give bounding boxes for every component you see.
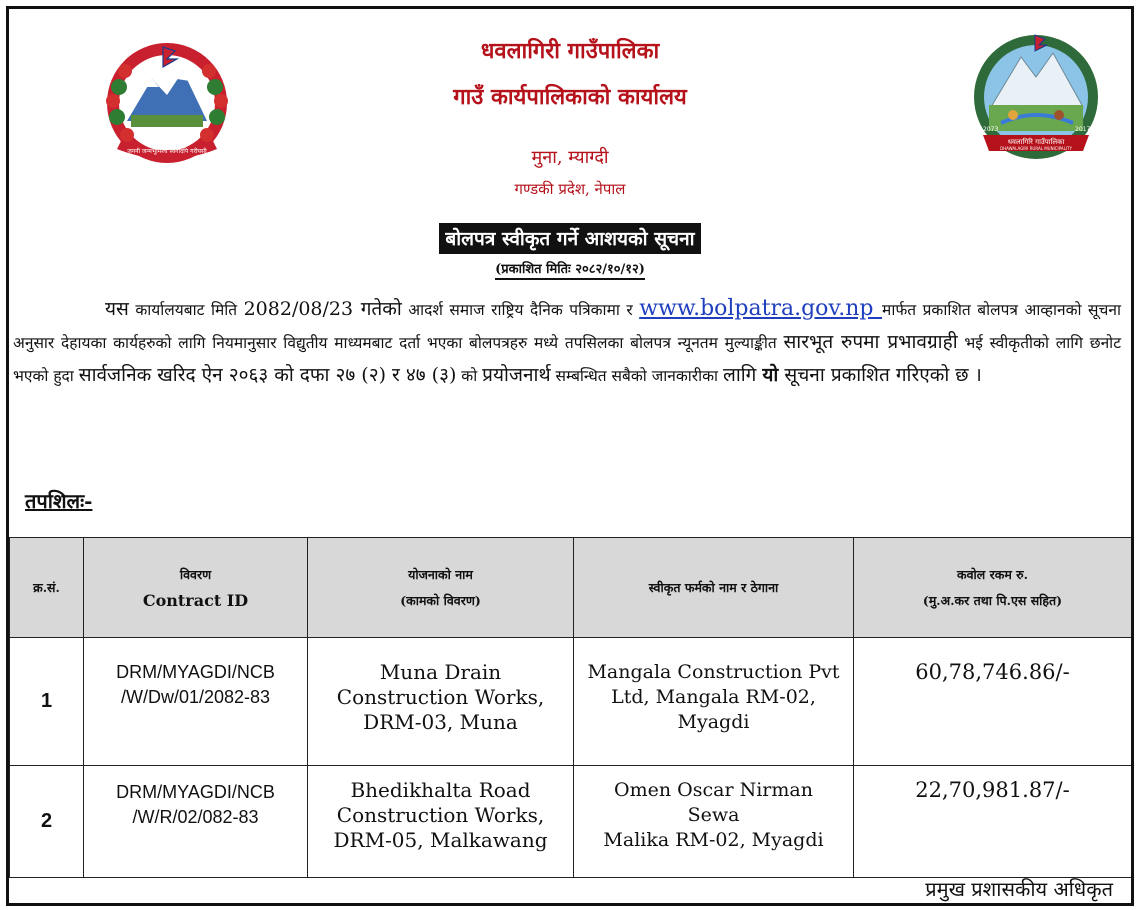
accepted-bids-table: [9, 537, 1132, 878]
row-plan: Bhedikhalta Road Construction Works, DRM-05, Malkawang: [308, 766, 574, 878]
header-plan-desc: (कामको विवरण): [400, 592, 481, 608]
header-plan: [308, 538, 574, 638]
row-plan: Muna Drain Construction Works, DRM-03, Muna: [308, 638, 574, 766]
header-firm: स्वीकृत फर्मको नाम र ठेगाना: [574, 538, 854, 638]
header-amount-note: (मु.अ.कर तथा पि.एस सहित): [922, 592, 1063, 608]
table-row: [10, 766, 1132, 878]
header-amount-label: कवोल रकम रु.: [957, 566, 1028, 582]
office-location: मुना, म्याग्दी: [531, 147, 609, 168]
row-amount: 22,70,981.87/-: [854, 766, 1132, 878]
details-heading: तपशिलः-: [25, 489, 93, 513]
svg-text:जननी जन्मभूमिश्च स्वर्गादपि गर: जननी जन्मभूमिश्च स्वर्गादपि गरीयसी: [127, 148, 207, 155]
table-row: [10, 638, 1132, 766]
notice-title-text: बोलपत्र स्वीकृत गर्ने आशयको सूचना: [439, 223, 700, 254]
letterhead: [9, 9, 1131, 209]
signature-title: प्रमुख प्रशासकीय अधिकृत: [925, 877, 1113, 901]
office-name: गाउँ कार्यपालिकाको कार्यालय: [453, 84, 687, 110]
table-header-row: [10, 538, 1132, 638]
publish-date-text: (प्रकाशित मितिः २०८२/१०/१२): [495, 262, 645, 280]
notice-title: [9, 223, 1131, 254]
row-amount: 60,78,746.86/-: [854, 638, 1132, 766]
header-desc-label: विवरण: [179, 566, 212, 582]
publish-date: [9, 259, 1131, 277]
header-serial: क्र.सं.: [10, 538, 84, 638]
notice-body: यस कार्यालयबाट मिति 2082/08/23 गतेको आदर्श समाज राष्ट्रिय दैनिक पत्रिकामा र www.bolpatra.gov.np मार्फत प्रकाशित बोलपत्र आव्हानको सूचना अनुसार देहायका कार्यहरुको लागि नियमानुसार विद्युतीय माध्यमबाट दर्ता भएका बोलपत्रहरु मध्ये तपसिलका बोलपत्र न्यूनतम मुल्याङ्कीत सारभूत रुपमा प्रभावग्राही भई स्वीकृतीको लागि छनोट भएको हुदा सार्वजनिक खरिद ऐन २०६३ को दफा २७ (२) र ४७ (३) को प्रयोजनार्थ सम्बन्धित सबैको जानकारीका लागि यो सूचना प्रकाशित गरिएको छ ।: [13, 296, 1122, 386]
row-contract-id: DRM/MYAGDI/NCB /W/R/02/082-83: [84, 766, 308, 878]
notice-page: [6, 6, 1134, 906]
header-plan-name: योजनाको नाम: [408, 566, 473, 582]
svg-text:धवलागिरि गाउँपालिका: धवलागिरि गाउँपालिका: [1007, 138, 1065, 146]
svg-text:2073: 2073: [983, 126, 999, 133]
row-firm: Mangala Construction Pvt Ltd, Mangala RM-02, Myagdi: [574, 638, 854, 766]
header-amount: [854, 538, 1132, 638]
office-province: गण्डकी प्रदेश, नेपाल: [514, 180, 626, 198]
row-serial: 2: [10, 766, 84, 878]
row-firm: Omen Oscar Nirman Sewa Malika RM-02, Myagdi: [574, 766, 854, 878]
row-contract-id: DRM/MYAGDI/NCB /W/Dw/01/2082-83: [84, 638, 308, 766]
bolpatra-link[interactable]: www.bolpatra.gov.np: [639, 296, 883, 321]
municipality-logo-icon: [961, 27, 1111, 167]
svg-text:2017: 2017: [1075, 126, 1091, 133]
header-contract-id: Contract ID: [142, 590, 249, 610]
svg-text:DHAWALAGIRI RURAL MUNICIPALITY: DHAWALAGIRI RURAL MUNICIPALITY: [1000, 146, 1072, 151]
header-contract: [84, 538, 308, 638]
row-serial: 1: [10, 638, 84, 766]
org-name: धवलागिरी गाउँपालिका: [480, 38, 660, 64]
